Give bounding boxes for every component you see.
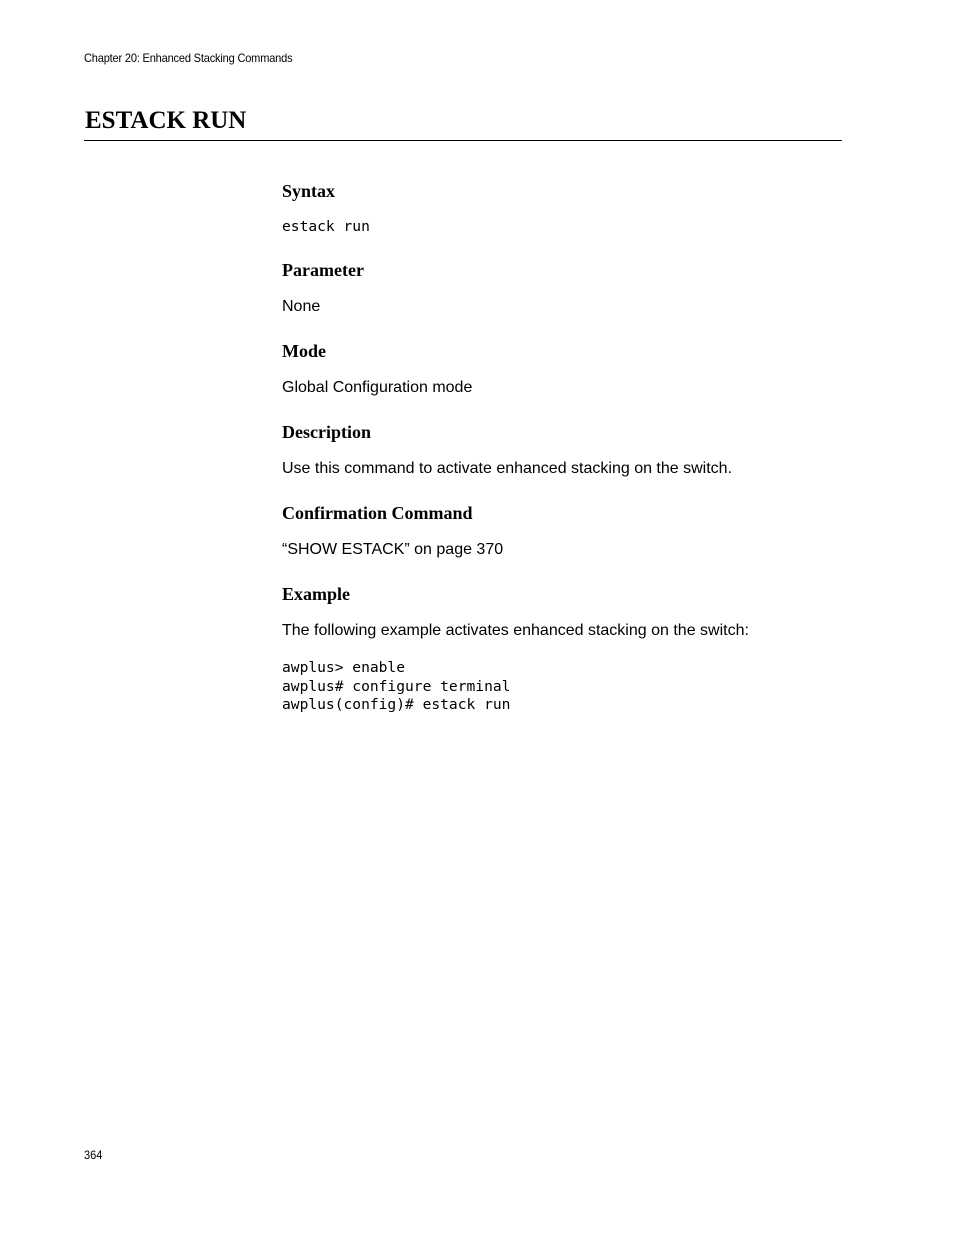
syntax-code: estack run: [282, 218, 370, 235]
title-rule: [84, 140, 842, 141]
parameter-heading: Parameter: [282, 260, 364, 280]
example-code-line: awplus# configure terminal: [282, 677, 511, 695]
example-text: The following example activates enhanced stacking on the switch:: [282, 622, 749, 639]
description-text: Use this command to activate enhanced stacking on the switch.: [282, 460, 733, 477]
example-code-line: awplus> enable: [282, 659, 406, 676]
parameter-text: None: [282, 298, 321, 315]
syntax-heading: Syntax: [282, 181, 336, 201]
confirmation-heading: Confirmation Command: [282, 503, 473, 523]
example-heading: Example: [282, 584, 351, 604]
example-code-line: awplus(config)# estack run: [282, 696, 511, 713]
page-number: 364: [84, 1148, 103, 1162]
confirmation-link[interactable]: “SHOW ESTACK” on page 370: [282, 541, 504, 558]
description-heading: Description: [282, 422, 371, 442]
running-header: Chapter 20: Enhanced Stacking Commands: [84, 51, 293, 65]
mode-text: Global Configuration mode: [282, 379, 473, 396]
page-title: ESTACK RUN: [85, 107, 247, 134]
mode-heading: Mode: [282, 341, 326, 361]
